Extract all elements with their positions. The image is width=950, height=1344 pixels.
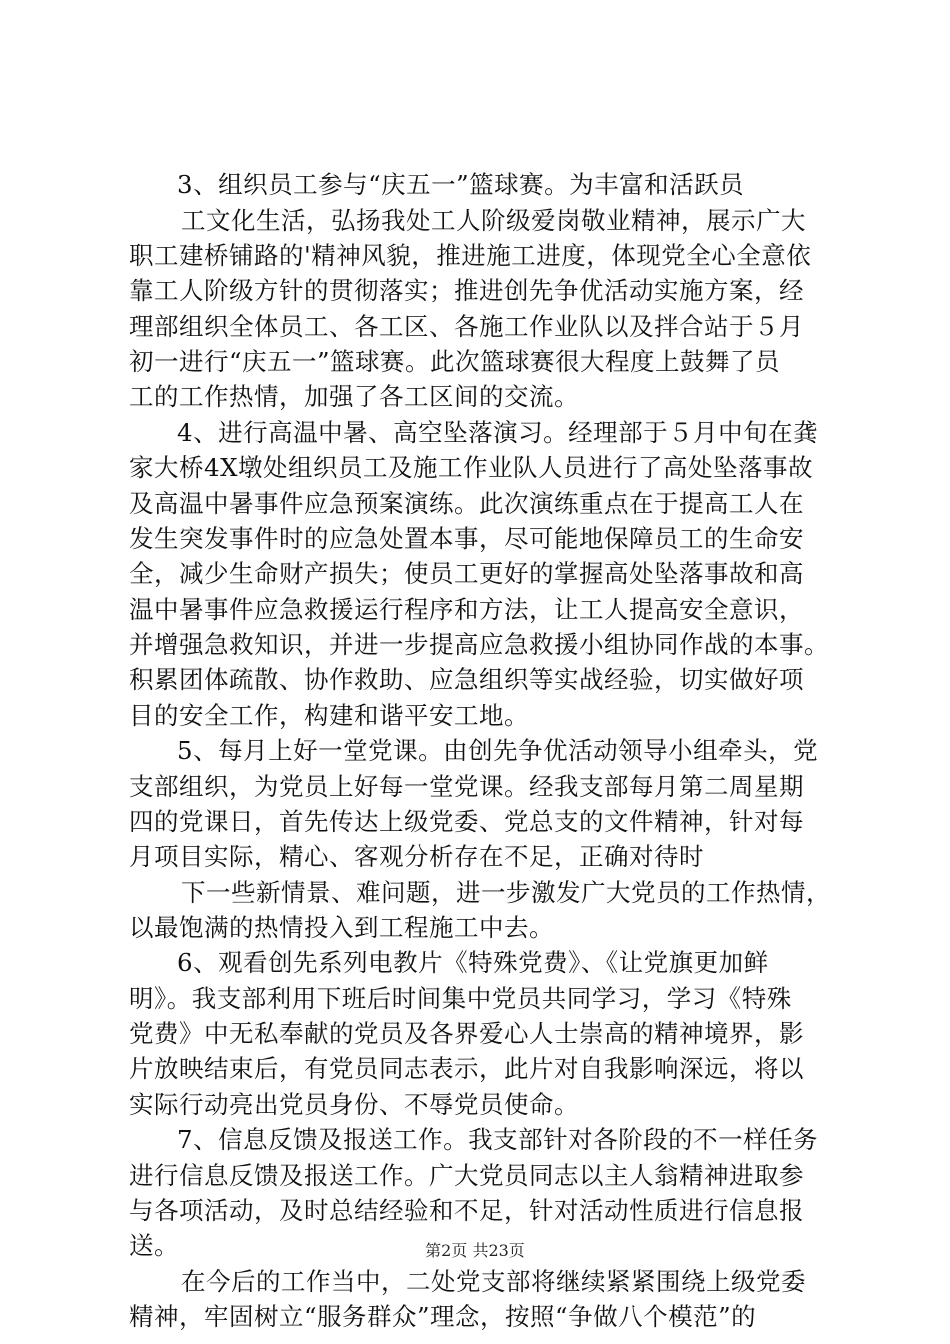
text-line: 工文化生活，弘扬我处工人阶级爱岗敬业精神，展示广大 bbox=[181, 206, 806, 235]
text-line: 工的工作热情，加强了各工区间的交流。 bbox=[129, 382, 579, 411]
text-line: 进行信息反馈及报送工作。广大党员同志以主人翁精神进取参 bbox=[129, 1161, 804, 1190]
text-line: 5、每月上好一堂党课。由创先争优活动领导小组牵头，党 bbox=[177, 736, 819, 765]
text-line: 在今后的工作当中，二处党支部将继续紧紧围绕上级党委 bbox=[181, 1267, 806, 1296]
text-line: 及高温中暑事件应急预案演练。此次演练重点在于提高工人在 bbox=[129, 489, 804, 518]
text-line: 3、组织员工参与“庆五一”篮球赛。为丰富和活跃员 bbox=[177, 170, 745, 199]
text-line: 积累团体疏散、协作救助、应急组织等实战经验，切实做好项 bbox=[129, 665, 804, 694]
text-line: 支部组织，为党员上好每一堂党课。经我支部每月第二周星期 bbox=[129, 772, 804, 801]
text-line: 月项目实际，精心、客观分析存在不足，正确对待时 bbox=[129, 842, 704, 871]
text-line: 家大桥4X墩处组织员工及施工作业队人员进行了高处坠落事故 bbox=[129, 453, 814, 482]
text-line: 与各项活动，及时总结经验和不足，针对活动性质进行信息报 bbox=[129, 1196, 804, 1225]
page-number-footer: 第2页 共23页 bbox=[425, 1241, 525, 1260]
text-line: 7、信息反馈及报送工作。我支部针对各阶段的不一样任务 bbox=[177, 1125, 819, 1154]
text-line: 目的安全工作，构建和谐平安工地。 bbox=[129, 701, 529, 730]
text-line: 片放映结束后，有党员同志表示，此片对自我影响深远，将以 bbox=[129, 1054, 804, 1083]
text-line: 送。 bbox=[129, 1231, 179, 1260]
text-line: 初一进行“庆五一”篮球赛。此次篮球赛很大程度上鼓舞了员 bbox=[129, 347, 781, 376]
text-line: 精神，牢固树立“服务群众”理念，按照“争做八个模范”的 bbox=[129, 1302, 757, 1331]
text-line: 全，减少生命财产损失；使员工更好的掌握高处坠落事故和高 bbox=[129, 559, 804, 588]
text-line: 发生突发事件时的应急处置本事，尽可能地保障员工的生命安 bbox=[129, 524, 804, 553]
text-line: 党费》中无私奉献的党员及各界爱心人士崇高的精神境界，影 bbox=[129, 1019, 804, 1048]
text-line: 以最饱满的热情投入到工程施工中去。 bbox=[129, 913, 554, 942]
text-line: 温中暑事件应急救援运行程序和方法，让工人提高安全意识， bbox=[129, 595, 804, 624]
text-line: 明》。我支部利用下班后时间集中党员共同学习，学习《特殊 bbox=[129, 984, 792, 1013]
text-line: 4、进行高温中暑、高空坠落演习。经理部于５月中旬在龚 bbox=[177, 418, 819, 447]
text-line: 职工建桥铺路的'精神风貌，推进施工进度，体现党全心全意依 bbox=[129, 241, 812, 270]
text-line: 下一些新情景、难问题，进一步激发广大党员的工作热情， bbox=[181, 878, 831, 907]
text-line: 6、观看创先系列电教片《特殊党费》、《让党旗更加鲜 bbox=[177, 948, 769, 977]
text-line: 理部组织全体员工、各工区、各施工作业队以及拌合站于５月 bbox=[129, 312, 804, 341]
text-line: 实际行动亮出党员身份、不辱党员使命。 bbox=[129, 1090, 579, 1119]
text-line: 靠工人阶级方针的贯彻落实；推进创先争优活动实施方案，经 bbox=[129, 276, 804, 305]
text-line: 并增强急救知识，并进一步提高应急救援小组协同作战的本事。 bbox=[129, 630, 829, 659]
text-line: 四的党课日，首先传达上级党委、党总支的文件精神，针对每 bbox=[129, 807, 804, 836]
